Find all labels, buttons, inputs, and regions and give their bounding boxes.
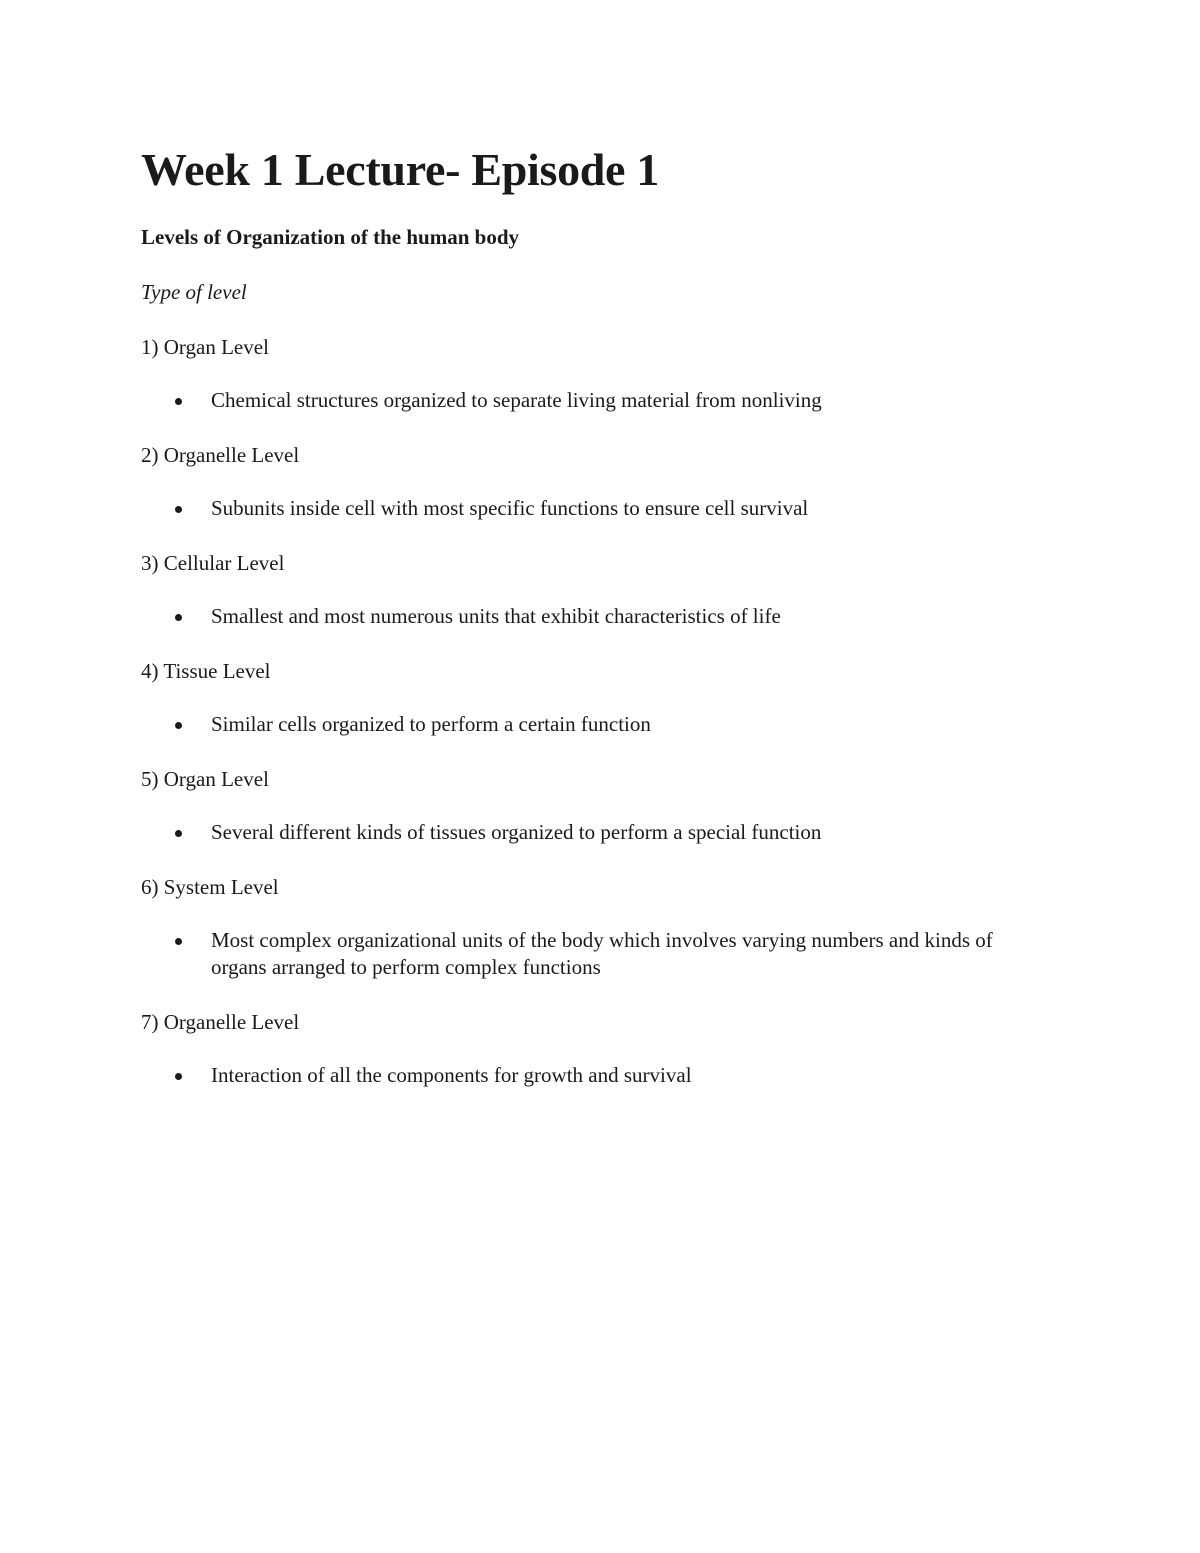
- level-heading: 6) System Level: [141, 875, 279, 899]
- level-bullet: [141, 495, 1041, 522]
- bullet-icon: [175, 1073, 182, 1080]
- level-bullet: [141, 603, 1041, 630]
- level-bullet: [141, 711, 1041, 738]
- bullet-icon: [175, 722, 182, 729]
- level-heading: 5) Organ Level: [141, 767, 269, 791]
- level-item: [141, 549, 1041, 630]
- level-bullet: [141, 387, 1041, 414]
- level-item: [141, 873, 1041, 981]
- page-title: Week 1 Lecture- Episode 1: [141, 144, 660, 195]
- bullet-icon: [175, 614, 182, 621]
- level-description: Subunits inside cell with most specific functions to ensure cell survival: [211, 496, 809, 520]
- level-description: Similar cells organized to perform a certain function: [211, 712, 651, 736]
- level-bullet: [141, 819, 1041, 846]
- level-item: [141, 765, 1041, 846]
- level-heading: 1) Organ Level: [141, 335, 269, 359]
- bullet-icon: [175, 938, 182, 945]
- level-description: Chemical structures organized to separate living material from nonliving: [211, 388, 822, 412]
- level-item: [141, 657, 1041, 738]
- level-heading: 4) Tissue Level: [141, 659, 271, 683]
- level-bullet: [141, 1062, 1041, 1089]
- bullet-icon: [175, 506, 182, 513]
- level-description: Several different kinds of tissues organized to perform a special function: [211, 820, 822, 844]
- level-bullet: [141, 927, 1041, 981]
- level-description: Smallest and most numerous units that exhibit characteristics of life: [211, 604, 781, 628]
- level-item: [141, 1008, 1041, 1089]
- level-item: [141, 333, 1041, 414]
- type-of-level-label: Type of level: [141, 280, 247, 304]
- level-heading: 7) Organelle Level: [141, 1010, 300, 1034]
- level-heading: 3) Cellular Level: [141, 551, 285, 575]
- levels-list: [141, 333, 1041, 1116]
- level-item: [141, 441, 1041, 522]
- bullet-icon: [175, 398, 182, 405]
- section-subtitle: Levels of Organization of the human body: [141, 225, 520, 249]
- level-description: Interaction of all the components for growth and survival: [211, 1063, 692, 1087]
- bullet-icon: [175, 830, 182, 837]
- level-heading: 2) Organelle Level: [141, 443, 300, 467]
- level-description: Most complex organizational units of the body which involves varying numbers and kinds of organs arranged to perform complex functions: [211, 928, 993, 979]
